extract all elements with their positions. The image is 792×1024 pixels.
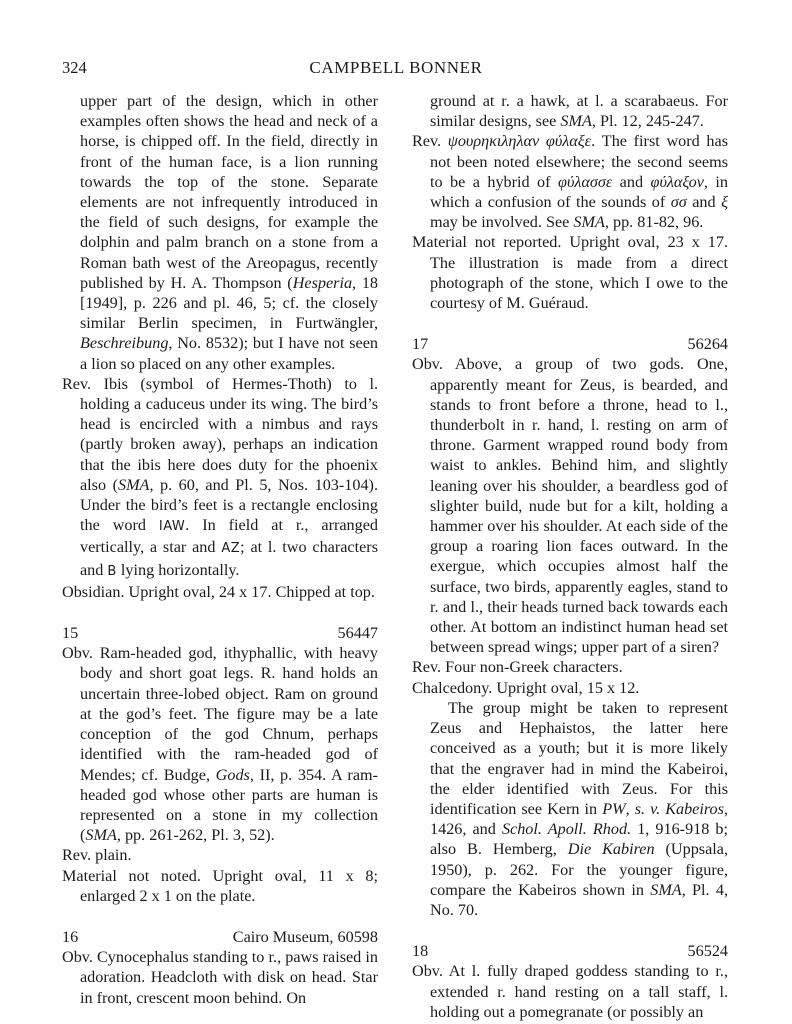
- left-column: [62, 91, 378, 1008]
- obverse-description-15: Obv. Ram-headed god, ithyphallic, with heavy body and short goat legs. R. hand holds an uncertain three-lobed object. Ram on ground at the god’s feet. The figure may be a late conception of the god Chnum, perhaps identified with the ram-headed god of Mendes; cf. Budge, Gods, II, p. 354. A ram-headed god whose other parts are human is represented on a stone in my collection (SMA, pp. 261-262, Pl. 3, 52).: [62, 644, 378, 845]
- reverse-description-17: Rev. Four non-Greek characters.: [412, 658, 623, 677]
- material-16: Material not reported. Upright oval, 23 x 17. The illustration is made from a direct photograph of the stone, which I owe to the courtesy of M. Guéraud.: [412, 233, 728, 313]
- running-header: [0, 58, 792, 82]
- entry-ref: 56264: [687, 335, 728, 354]
- material-17: Chalcedony. Upright oval, 15 x 12.: [412, 678, 640, 697]
- material-15: Material not noted. Upright oval, 11 x 8; enlarged 2 x 1 on the plate.: [62, 866, 378, 905]
- obverse-continuation-16: ground at r. a hawk, at l. a scarabaeus. For similar designs, see SMA, Pl. 12, 245-247.: [430, 92, 728, 131]
- entry-number: 16: [62, 927, 79, 946]
- obverse-description-16: Obv. Cynocephalus standing to r., paws raised in adoration. Headcloth with disk on head. Star in front, crescent moon behind. On: [62, 948, 378, 1007]
- entry-heading-18: [412, 941, 728, 961]
- intro-paragraph: upper part of the design, which in other examples often shows the head and neck of a horse, is chipped off. In the field, directly in front of the human face, is a lion running towards the top of the stone. Separate elements are not infrequently introduced in the field of such designs, for example the dolphin and palm branch on a stone from a Roman bath west of the Areopagus, recently published by H. A. Thompson (Hesperia, 18 [1949], p. 226 and pl. 46, 5; cf. the closely similar Berlin specimen, in Furtwängler, Beschreibung, No. 8532); but I have not seen a lion so placed on any other examples.: [80, 92, 379, 373]
- inscription-az: AZ: [221, 541, 241, 557]
- entry-ref: 56524: [687, 942, 728, 961]
- entry-heading-17: [412, 334, 728, 354]
- reverse-description-15: Rev. plain.: [62, 846, 132, 865]
- entry-heading-16: [62, 927, 378, 947]
- entry-number: 18: [412, 942, 429, 961]
- page-number: 324: [62, 58, 87, 77]
- reverse-description-16: Rev. ψουρηκιληλαν φύλαξε. The first word has not been noted elsewhere; the second seems to be a hybrid of φύλασσε and φύλαξον, in which a confusion of the sounds of σσ and ξ may be involved. See SMA, pp. 81-82, 96.: [412, 132, 728, 232]
- running-title: CAMPBELL BONNER: [309, 58, 483, 77]
- entry-number: 17: [412, 335, 429, 354]
- entry-number: 15: [62, 624, 79, 643]
- entry-heading-15: [62, 623, 378, 643]
- inscription-b: B: [107, 563, 117, 579]
- reverse-description-14: Rev. Ibis (symbol of Hermes-Thoth) to l. holding a caduceus under its wing. The bird’s head is encircled with a nimbus and rays (partly broken away), perhaps an indication that the ibis here does duty for the phoenix also (SMA, p. 60, and Pl. 5, Nos. 103-104). Under the bird’s feet is a rectangle enclosing the word IAW. In field at r., arranged vertically, a star and AZ; at l. two characters and B lying horizontally.: [62, 374, 378, 579]
- right-column: [412, 91, 728, 1022]
- commentary-17: The group might be taken to represent Zeus and Hephaistos, the latter here conceived as a youth; but it is more likely that the engraver had in mind the Kabeiroi, the elder identified with Zeus. For this identification see Kern in PW, s. v. Kabeiros, 1426, and Schol. Apoll. Rhod. 1, 916-918 b; also B. Hemberg, Die Kabiren (Uppsala, 1950), p. 262. For the younger figure, compare the Kabeiros shown in SMA, Pl. 4, No. 70.: [430, 698, 729, 919]
- inscription-iaw: IAW: [158, 519, 186, 535]
- entry-ref: Cairo Museum, 60598: [232, 927, 378, 946]
- entry-ref: 56447: [337, 624, 378, 643]
- obverse-description-17: Obv. Above, a group of two gods. One, apparently meant for Zeus, is bearded, and stands to front before a throne, head to l., thunderbolt in r. hand, l. resting on arm of throne. Garment wrapped round body from waist to ankles. Behind him, and slightly leaning over his shoulder, a beardless god of slighter build, nude but for a kilt, holding a hammer over his shoulder. At each side of the group a roaring lion faces outward. In the exergue, which occupies almost half the surface, two birds, apparently eagles, stand to r. and l., their heads turned back towards each other. At bottom an indistinct human head set between spread wings; upper part of a siren?: [412, 355, 728, 657]
- material-14: Obsidian. Upright oval, 24 x 17. Chipped at top.: [62, 582, 375, 601]
- obverse-description-18: Obv. At l. fully draped goddess standing to r., extended r. hand resting on a tall staff, l. holding out a pomegranate (or possibly an: [412, 962, 728, 1021]
